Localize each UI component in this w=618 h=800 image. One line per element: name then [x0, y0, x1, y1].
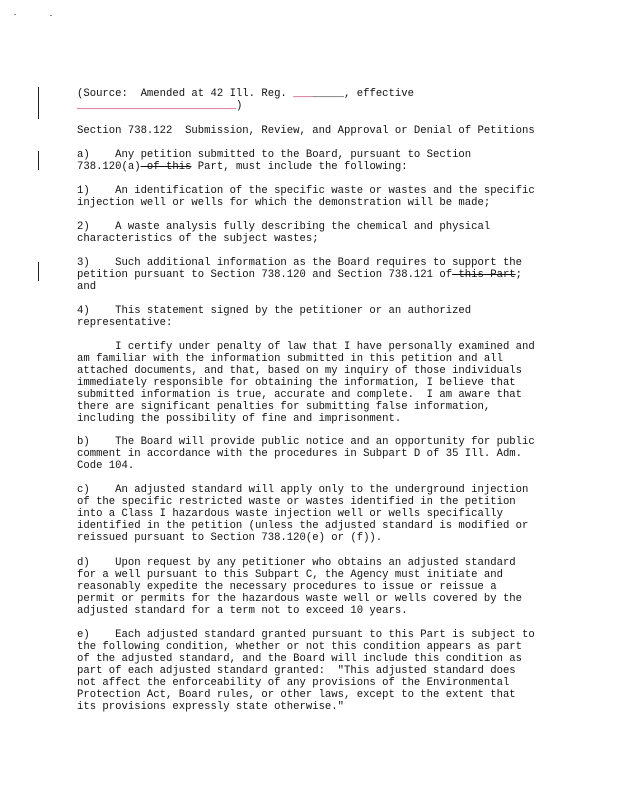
- item-3-line-2: petition pursuant to Section 738.120 and Section 738.121 of this Part;: [77, 269, 523, 281]
- item-1-line-2: injection well or wells for which the demonstration will be made;: [77, 197, 491, 209]
- para-e-line: e) Each adjusted standard granted pursuant to this Part is subject to: [77, 629, 535, 641]
- para-e-line: its provisions expressly state otherwise.": [77, 701, 345, 713]
- item-1-line-1: 1) An identification of the specific waste or wastes and the specific: [77, 185, 535, 197]
- item-3-line-1: 3) Such additional information as the Board requires to support the: [77, 257, 523, 269]
- scan-speck: [50, 15, 52, 16]
- para-d-line: permit or permits for the hazardous waste well or wells covered by the: [77, 593, 523, 605]
- para-a-line-2: 738.120(a) of this Part, must include the following:: [77, 161, 408, 173]
- certification-line: submitted information is true, accurate and complete. I am aware that: [77, 389, 523, 401]
- section-title: Section 738.122 Submission, Review, and Approval or Denial of Petitions: [77, 125, 535, 137]
- para-d-line: d) Upon request by any petitioner who obtains an adjusted standard: [77, 557, 516, 569]
- para-c-line: reissued pursuant to Section 738.120(e) or (f)).: [77, 532, 383, 544]
- para-b-line: b) The Board will provide public notice and an opportunity for public: [77, 436, 535, 448]
- certification-line: am familiar with the information submitted in this petition and all: [77, 353, 503, 365]
- change-bar-para-a: [38, 151, 39, 170]
- item-4-line-2: representative:: [77, 317, 173, 329]
- para-a-line-1: a) Any petition submitted to the Board, pursuant to Section: [77, 149, 472, 161]
- struck-text: of this: [140, 161, 192, 173]
- para-e-line: the following condition, whether or not this condition appears as part: [77, 641, 523, 653]
- para-e-line: Protection Act, Board rules, or other laws, except to the extent that: [77, 689, 516, 701]
- item-2-line-2: characteristics of the subject wastes;: [77, 233, 319, 245]
- item-2-line-1: 2) A waste analysis fully describing the chemical and physical: [77, 221, 491, 233]
- certification-line: I certify under penalty of law that I have personally examined and: [77, 341, 535, 353]
- certification-line: attached documents, and that, based on my inquiry of those individuals: [77, 365, 523, 377]
- para-c-line: into a Class I hazardous waste injection well or wells specifically: [77, 508, 503, 520]
- para-b-line: Code 104.: [77, 460, 135, 472]
- source-note: (Source: Amended at 42 Ill. Reg. ________, effective: [77, 88, 414, 100]
- para-e-line: not affect the enforceability of any provisions of the Environmental: [77, 677, 510, 689]
- item-3-line-3: and: [77, 281, 97, 293]
- source-note-date: _________________________): [77, 100, 243, 112]
- struck-text: this Part: [452, 269, 516, 281]
- change-bar-source: [38, 87, 39, 119]
- scan-speck: [14, 14, 16, 15]
- para-c-line: identified in the petition (unless the adjusted standard is modified or: [77, 520, 529, 532]
- para-c-line: c) An adjusted standard will apply only to the underground injection: [77, 484, 529, 496]
- certification-line: including the possibility of fine and imprisonment.: [77, 413, 402, 425]
- para-d-line: for a well pursuant to this Subpart C, the Agency must initiate and: [77, 569, 503, 581]
- para-c-line: of the specific restricted waste or wastes identified in the petition: [77, 496, 516, 508]
- change-bar-item-3: [38, 262, 39, 281]
- certification-line: immediately responsible for obtaining the information, I believe that: [77, 377, 516, 389]
- item-4-line-1: 4) This statement signed by the petitioner or an authorized: [77, 305, 472, 317]
- source-blank-volume: ___: [293, 88, 313, 100]
- para-b-line: comment in accordance with the procedures in Subpart D of 35 Ill. Adm.: [77, 448, 523, 460]
- certification-line: there are significant penalties for submitting false information,: [77, 401, 491, 413]
- para-d-line: adjusted standard for a term not to exceed 10 years.: [77, 605, 408, 617]
- para-e-line: of the adjusted standard, and the Board will include this condition as: [77, 653, 523, 665]
- source-blank-date: _________________________: [77, 100, 236, 112]
- para-e-line: part of each adjusted standard granted: "This adjusted standard does: [77, 665, 516, 677]
- para-d-line: reasonably expedite the necessary procedures to issue or reissue a: [77, 581, 497, 593]
